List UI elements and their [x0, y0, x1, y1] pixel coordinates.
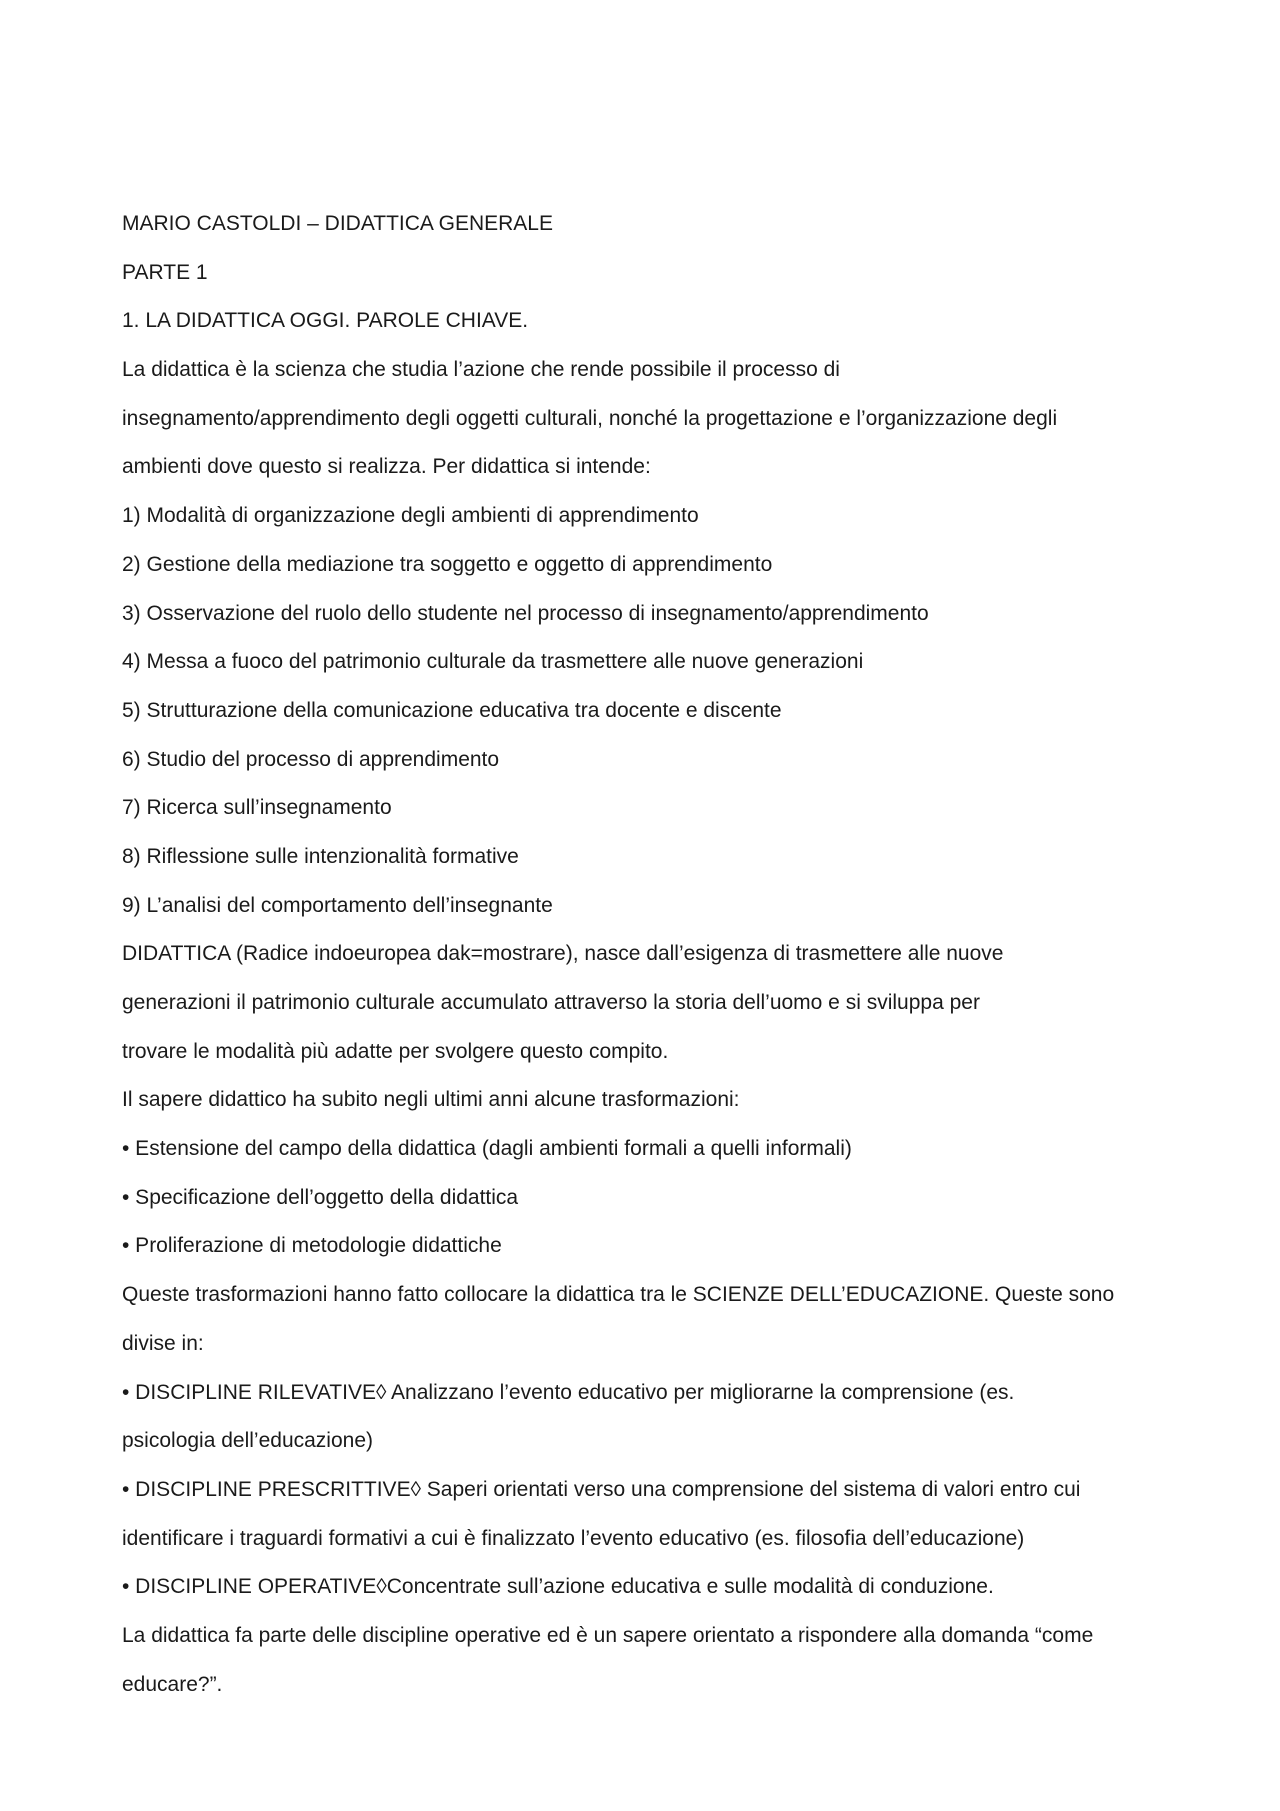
- document-body: [122, 200, 1162, 1709]
- bullet-list-item: • DISCIPLINE PRESCRITTIVE◊ Saperi orientati verso una comprensione del sistema di valori entro cui: [122, 1477, 1081, 1501]
- document-title: MARIO CASTOLDI – DIDATTICA GENERALE: [122, 212, 553, 235]
- numbered-list-item: 3) Osservazione del ruolo dello studente nel processo di insegnamento/apprendimento: [122, 601, 929, 625]
- chapter-heading: 1. LA DIDATTICA OGGI. PAROLE CHIAVE.: [122, 309, 529, 333]
- bullet-list-item: • Proliferazione di metodologie didattiche: [122, 1234, 502, 1258]
- numbered-list-item: 6) Studio del processo di apprendimento: [122, 747, 500, 771]
- paragraph-line: divise in:: [122, 1331, 204, 1355]
- paragraph-line: Queste trasformazioni hanno fatto collocare la didattica tra le SCIENZE DELL’EDUCAZIONE. Queste sono: [122, 1283, 1115, 1307]
- paragraph-line: educare?”.: [122, 1672, 223, 1696]
- bullet-list-item: • DISCIPLINE OPERATIVE◊Concentrate sull’azione educativa e sulle modalità di conduzione.: [122, 1575, 994, 1599]
- numbered-list-item: 7) Ricerca sull’insegnamento: [122, 796, 392, 820]
- paragraph-line: generazioni il patrimonio culturale accumulato attraverso la storia dell’uomo e si sviluppa per: [122, 991, 980, 1014]
- paragraph-line: identificare i traguardi formativi a cui è finalizzato l’evento educativo (es. filosofia dell’educazione): [122, 1526, 1025, 1550]
- numbered-list-item: 4) Messa a fuoco del patrimonio culturale da trasmettere alle nuove generazioni: [122, 650, 864, 674]
- part-heading: PARTE 1: [122, 260, 208, 284]
- paragraph-line: La didattica è la scienza che studia l’azione che rende possibile il processo di: [122, 358, 840, 382]
- paragraph-line: La didattica fa parte delle discipline operative ed è un sapere orientato a rispondere alla domanda “come: [122, 1623, 1094, 1647]
- bullet-list-item: • Estensione del campo della didattica (dagli ambienti formali a quelli informali): [122, 1137, 852, 1161]
- numbered-list-item: 8) Riflessione sulle intenzionalità formative: [122, 844, 519, 868]
- bullet-list-item: • DISCIPLINE RILEVATIVE◊ Analizzano l’evento educativo per migliorarne la comprensione (es.: [122, 1380, 1015, 1404]
- paragraph-line: insegnamento/apprendimento degli oggetti culturali, nonché la progettazione e l’organizzazione degli: [122, 406, 1058, 430]
- paragraph-line: Il sapere didattico ha subito negli ultimi anni alcune trasformazioni:: [122, 1088, 740, 1112]
- numbered-list-item: 5) Strutturazione della comunicazione educativa tra docente e discente: [122, 698, 782, 722]
- numbered-list-item: 9) L’analisi del comportamento dell’insegnante: [122, 893, 553, 917]
- paragraph-line: DIDATTICA (Radice indoeuropea dak=mostrare), nasce dall’esigenza di trasmettere alle nuove: [122, 942, 1004, 966]
- numbered-list-item: 1) Modalità di organizzazione degli ambienti di apprendimento: [122, 504, 699, 528]
- bullet-list-item: • Specificazione dell’oggetto della didattica: [122, 1185, 519, 1209]
- numbered-list-item: 2) Gestione della mediazione tra soggetto e oggetto di apprendimento: [122, 552, 773, 576]
- paragraph-line: psicologia dell’educazione): [122, 1429, 373, 1453]
- paragraph-line: trovare le modalità più adatte per svolgere questo compito.: [122, 1039, 669, 1063]
- paragraph-line: ambienti dove questo si realizza. Per didattica si intende:: [122, 455, 651, 479]
